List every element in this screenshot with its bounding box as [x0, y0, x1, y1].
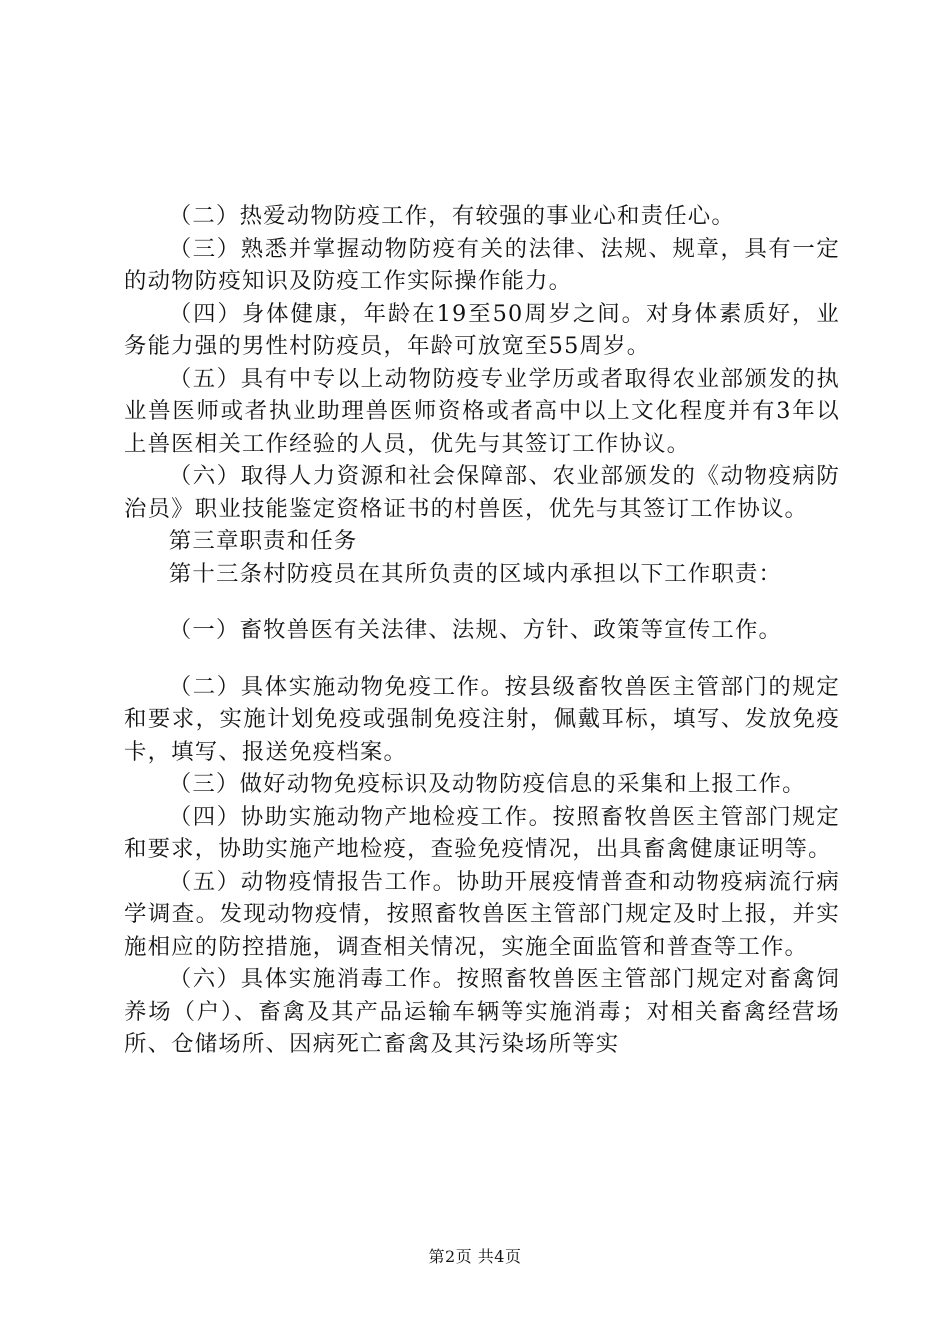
spacer [124, 590, 840, 614]
paragraph-requirement-2: （二）热爱动物防疫工作，有较强的事业心和责任心。 [168, 203, 735, 229]
paragraph-requirement-3: （三）熟悉并掌握动物防疫有关的法律、法规、规章，具有一定的动物防疫知识及防疫工作实际操作能力。 [124, 235, 840, 294]
paragraph-requirement-6: （六）取得人力资源和社会保障部、农业部颁发的《动物疫病防治员》职业技能鉴定资格证书的村兽医，优先与其签订工作协议。 [124, 463, 840, 522]
duty-2: （二）具体实施动物免疫工作。按县级畜牧兽医主管部门的规定和要求，实施计划免疫或强制免疫注射，佩戴耳标，填写、发放免疫卡，填写、报送免疫档案。 [124, 673, 840, 765]
document-body [124, 200, 840, 1061]
duty-3: （三）做好动物免疫标识及动物防疫信息的采集和上报工作。 [168, 771, 806, 797]
paragraph-requirement-5: （五）具有中专以上动物防疫专业学历或者取得农业部颁发的执业兽医师或者执业助理兽医师资格或者高中以上文化程度并有3年以上兽医相关工作经验的人员，优先与其签订工作协议。 [124, 365, 840, 457]
duty-5: （五）动物疫情报告工作。协助开展疫情普查和动物疫病流行病学调查。发现动物疫情，按照畜牧兽医主管部门规定及时上报，并实施相应的防控措施，调查相关情况，实施全面监管和普查等工作。 [124, 868, 840, 960]
spacer [124, 647, 840, 671]
paragraph-requirement-4: （四）身体健康，年龄在19至50周岁之间。对身体素质好，业务能力强的男性村防疫员，年龄可放宽至55周岁。 [124, 300, 840, 359]
duty-4: （四）协助实施动物产地检疫工作。按照畜牧兽医主管部门规定和要求，协助实施产地检疫，查验免疫情况，出具畜禽健康证明等。 [124, 803, 840, 862]
page-number-footer: 第2页 共4页 [428, 1247, 522, 1266]
chapter-heading: 第三章职责和任务 [168, 528, 358, 554]
duty-1: （一）畜牧兽医有关法律、法规、方针、政策等宣传工作。 [168, 617, 783, 643]
article-13: 第十三条村防疫员在其所负责的区域内承担以下工作职责： [168, 560, 783, 587]
duty-6: （六）具体实施消毒工作。按照畜牧兽医主管部门规定对畜禽饲养场（户）、畜禽及其产品运输车辆等实施消毒；对相关畜禽经营场所、仓储场所、因病死亡畜禽及其污染场所等实 [124, 966, 840, 1057]
